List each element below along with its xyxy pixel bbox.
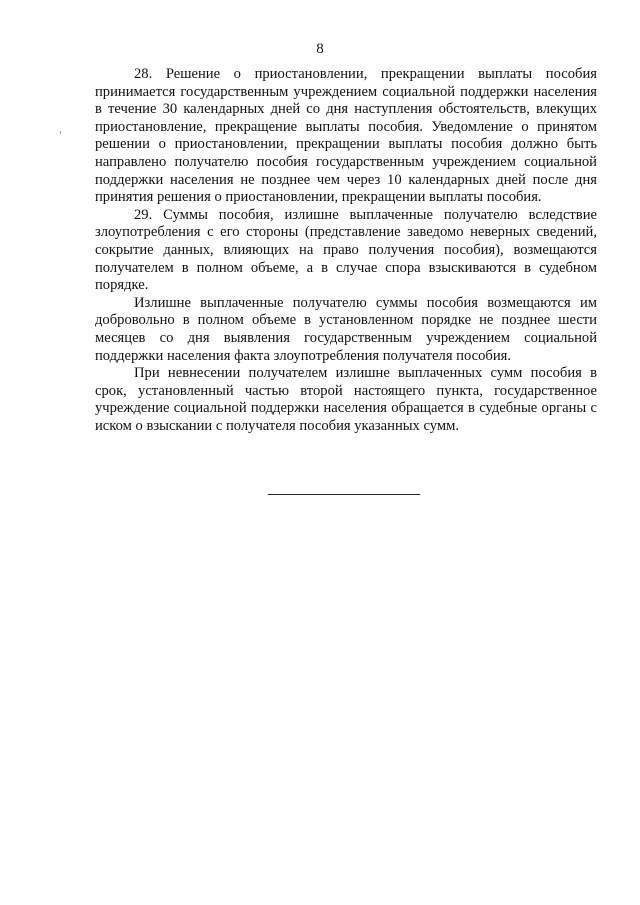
paragraph-29: 29. Суммы пособия, излишне выплаченные получателю вследствие злоупотребления с его стороны (представление заведомо неверных сведений, сокрытие данных, влияющих на право получения пособия), возмещаются получателем в полном объеме, а в случае спора взыскиваются в судебном порядке. <box>95 206 597 294</box>
paragraph-29-part-2: Излишне выплаченные получателю суммы пособия возмещаются им добровольно в полном объеме в установленном порядке не позднее шести месяцев со дня выявления государственным учреждением социальной поддержки населения факта злоупотребления получателя пособия. <box>95 294 597 364</box>
paragraph-28: 28. Решение о приостановлении, прекращении выплаты пособия принимается государственным учреждением социальной поддержки населения в течение 30 календарных дней со дня наступления обстоятельств, влекущих приостановление, прекращение выплаты пособия. Уведомление о принятом решении о приостановлении, прекращении выплаты пособия должно быть направлено получателю пособия государственным учреждением социальной поддержки населения не позднее чем через 10 календарных дней после дня принятия решения о приостановлении, прекращении выплаты пособия. <box>95 66 597 206</box>
page-number: 8 <box>316 41 324 57</box>
document-body <box>95 66 597 435</box>
end-separator-line <box>268 494 420 495</box>
paragraph-29-part-3: При невнесении получателем излишне выплаченных сумм пособия в срок, установленный частью второй настоящего пункта, государственное учреждение социальной поддержки населения обращается в судебные органы с иском о взыскании с получателя пособия указанных сумм. <box>95 365 597 434</box>
margin-mark <box>60 131 61 134</box>
